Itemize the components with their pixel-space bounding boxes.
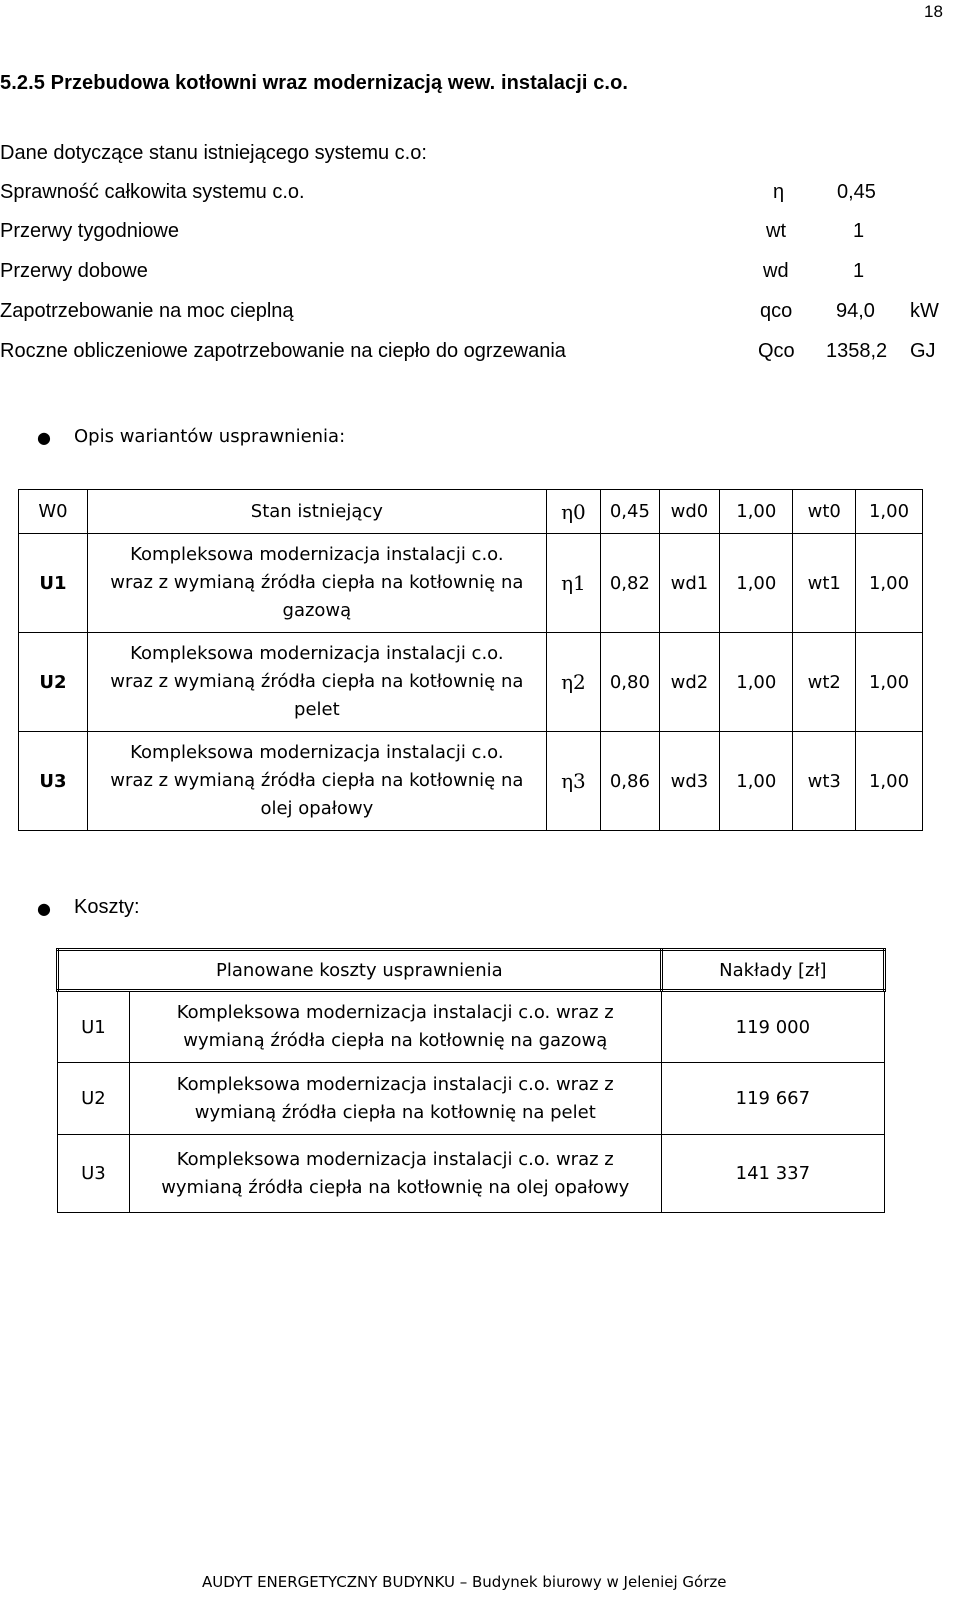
eta-symbol: η2 <box>546 633 600 732</box>
desc-line: wymianą źródła ciepła na kotłownię na pelet <box>194 1101 596 1123</box>
wt-symbol: wt3 <box>793 732 856 831</box>
wd-value: 1,00 <box>720 732 793 831</box>
desc-line: olej opałowy <box>260 798 374 819</box>
param-symbol: wd <box>763 260 789 282</box>
param-symbol: η <box>773 181 785 203</box>
variant-code: U1 <box>19 534 88 633</box>
costs-label: Koszty: <box>74 896 140 918</box>
wd-value: 1,00 <box>720 633 793 732</box>
wd-symbol: wd3 <box>659 732 720 831</box>
desc-line: Kompleksowa modernizacja instalacji c.o. wraz z <box>176 1148 614 1170</box>
param-symbol: wt <box>766 220 786 242</box>
desc-line: wraz z wymianą źródła ciepła na kotłownię na <box>110 671 524 692</box>
cost-code: U2 <box>58 1063 130 1135</box>
bullet-icon: ● <box>37 899 51 918</box>
wt-value: 1,00 <box>856 534 923 633</box>
eta-value: 0,45 <box>601 490 660 534</box>
param-symbol: qco <box>760 300 793 322</box>
desc-line: wraz z wymianą źródła ciepła na kotłownię na <box>110 572 524 593</box>
variant-code: U2 <box>19 633 88 732</box>
table-row <box>19 633 923 732</box>
wt-value: 1,00 <box>856 490 923 534</box>
variants-table <box>18 489 923 831</box>
desc-line: Kompleksowa modernizacja instalacji c.o. <box>130 643 504 664</box>
page-number: 18 <box>924 2 943 21</box>
variant-code: W0 <box>19 490 88 534</box>
col-header-description: Planowane koszty usprawnienia <box>58 950 662 991</box>
wt-symbol: wt0 <box>793 490 856 534</box>
wt-symbol: wt1 <box>793 534 856 633</box>
wd-value: 1,00 <box>720 534 793 633</box>
desc-line: wraz z wymianą źródła ciepła na kotłownię na <box>110 770 524 791</box>
desc-line: Kompleksowa modernizacja instalacji c.o. wraz z <box>176 1073 614 1095</box>
param-label: Zapotrzebowanie na moc cieplną <box>0 300 294 322</box>
eta-symbol: η0 <box>546 490 600 534</box>
cost-code: U1 <box>58 991 130 1063</box>
bullet-icon: ● <box>37 428 51 447</box>
cost-code: U3 <box>58 1135 130 1213</box>
eta-symbol: η1 <box>546 534 600 633</box>
cost-description <box>129 991 661 1063</box>
variant-description <box>87 732 546 831</box>
param-label: Roczne obliczeniowe zapotrzebowanie na ciepło do ogrzewania <box>0 340 566 362</box>
table-row <box>58 1135 885 1213</box>
table-row <box>19 732 923 831</box>
desc-line: pelet <box>294 699 340 720</box>
desc-line: Kompleksowa modernizacja instalacji c.o. <box>130 742 504 763</box>
param-unit: kW <box>910 300 939 322</box>
eta-value: 0,80 <box>601 633 660 732</box>
wd-symbol: wd2 <box>659 633 720 732</box>
wt-symbol: wt2 <box>793 633 856 732</box>
param-value: 1 <box>853 220 865 242</box>
wd-symbol: wd1 <box>659 534 720 633</box>
wt-value: 1,00 <box>856 633 923 732</box>
desc-line: gazową <box>282 600 352 621</box>
param-value: 0,45 <box>837 181 876 203</box>
wd-value: 1,00 <box>720 490 793 534</box>
wd-symbol: wd0 <box>659 490 720 534</box>
variant-description: Stan istniejący <box>87 490 546 534</box>
cost-amount: 119 667 <box>661 1063 884 1135</box>
col-header-amount: Nakłady [zł] <box>661 950 884 991</box>
table-row <box>19 490 923 534</box>
cost-description <box>129 1063 661 1135</box>
section-heading: 5.2.5 Przebudowa kotłowni wraz modernizacją wew. instalacji c.o. <box>0 72 629 94</box>
eta-value: 0,86 <box>601 732 660 831</box>
param-unit: GJ <box>910 340 936 362</box>
intro-text: Dane dotyczące stanu istniejącego systemu c.o: <box>0 142 427 164</box>
page-footer: AUDYT ENERGETYCZNY BUDYNKU – Budynek biurowy w Jeleniej Górze <box>202 1573 727 1591</box>
desc-line: Kompleksowa modernizacja instalacji c.o. <box>130 544 504 565</box>
cost-amount: 141 337 <box>661 1135 884 1213</box>
table-row <box>58 991 885 1063</box>
param-symbol: Qco <box>758 340 795 362</box>
cost-amount: 119 000 <box>661 991 884 1063</box>
desc-line: Kompleksowa modernizacja instalacji c.o. wraz z <box>176 1002 614 1023</box>
eta-symbol: η3 <box>546 732 600 831</box>
table-row <box>58 1063 885 1135</box>
param-label: Sprawność całkowita systemu c.o. <box>0 181 305 203</box>
cost-description <box>129 1135 661 1213</box>
costs-table <box>56 948 886 1213</box>
param-value: 1 <box>853 260 865 282</box>
eta-value: 0,82 <box>601 534 660 633</box>
param-label: Przerwy dobowe <box>0 260 148 282</box>
param-label: Przerwy tygodniowe <box>0 220 179 242</box>
desc-line: wymianą źródła ciepła na kotłownię na olej opałowy <box>161 1176 630 1198</box>
variant-description <box>87 534 546 633</box>
variant-code: U3 <box>19 732 88 831</box>
wt-value: 1,00 <box>856 732 923 831</box>
param-value: 1358,2 <box>826 340 888 362</box>
table-row <box>19 534 923 633</box>
table-header-row <box>58 950 885 991</box>
param-value: 94,0 <box>836 300 875 322</box>
desc-line: wymianą źródła ciepła na kotłownię na gazową <box>183 1030 608 1051</box>
variant-description <box>87 633 546 732</box>
variants-label: Opis wariantów usprawnienia: <box>74 426 346 447</box>
